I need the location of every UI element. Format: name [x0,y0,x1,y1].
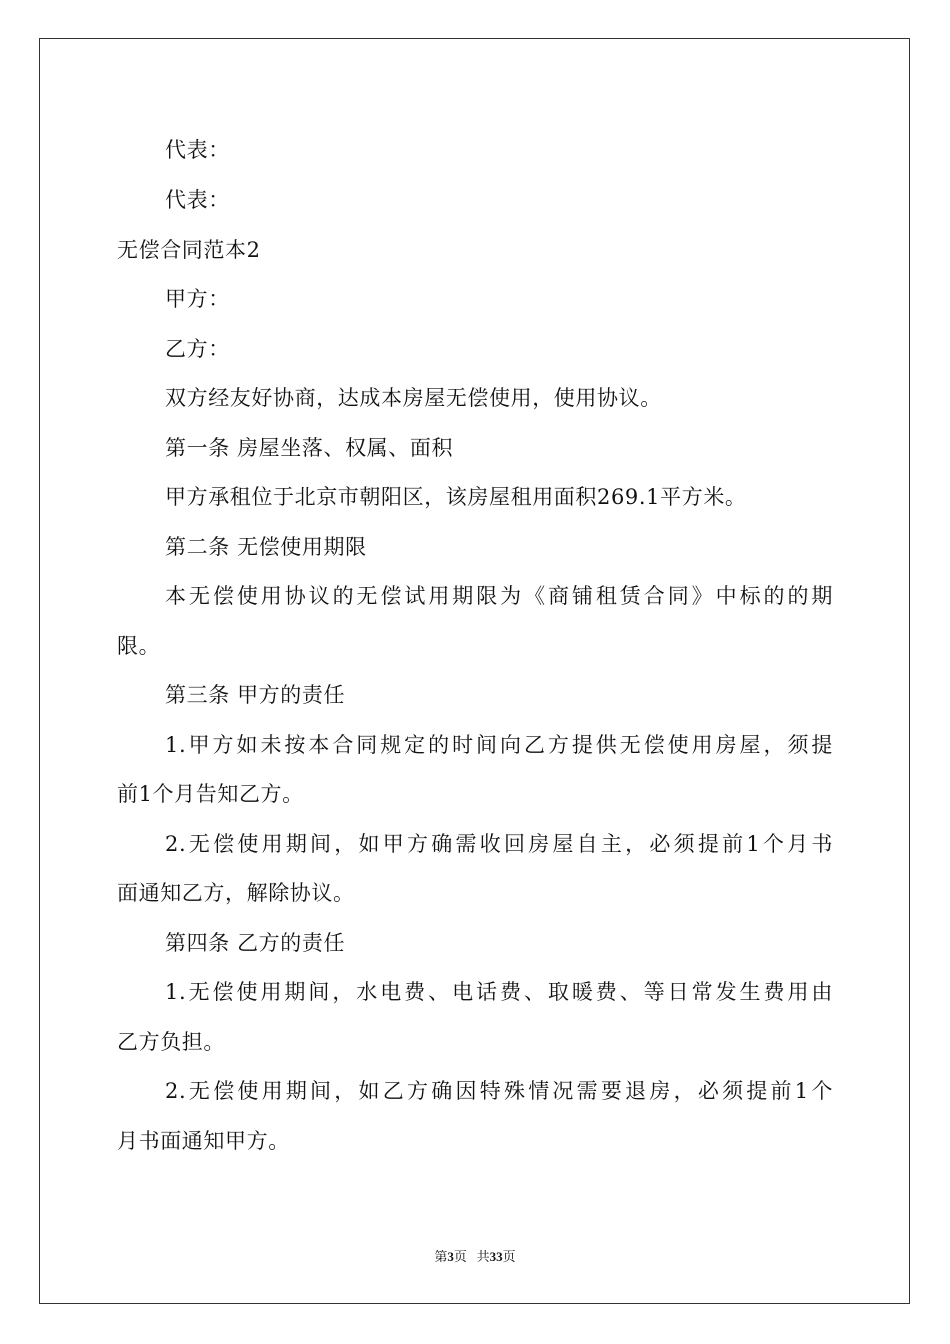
article-3-heading: 第三条 甲方的责任 [165,683,346,707]
page-number: 3 [447,1249,454,1264]
article-1-heading: 第一条 房屋坐落、权属、面积 [165,436,454,460]
article-2-heading: 第二条 无偿使用期限 [165,535,367,559]
article-4-item-2-line-2: 月书面通知甲方。 [117,1129,290,1153]
article-3-item-2-line-1: 2.无偿使用期间，如甲方确需收回房屋自主，必须提前1个月书 [165,832,833,856]
page-suffix: 页 [453,1249,467,1264]
page-footer [0,1246,950,1265]
article-2-text-line-1: 本无偿使用协议的无偿试用期限为《商铺租赁合同》中标的的期 [165,584,833,608]
page-prefix: 第 [434,1249,448,1264]
article-2-text-line-2: 限。 [117,634,161,658]
article-1-text: 甲方承租位于北京市朝阳区，该房屋租用面积269.1平方米。 [165,485,747,509]
total-prefix: 共 [476,1249,490,1264]
total-pages: 33 [489,1249,503,1264]
article-4-heading: 第四条 乙方的责任 [165,931,346,955]
section-title: 无偿合同范本2 [117,238,261,262]
article-3-item-1-line-2: 前1个月告知乙方。 [117,782,304,806]
representative-line-1: 代表： [165,138,230,162]
article-3-item-1-line-1: 1.甲方如未按本合同规定的时间向乙方提供无偿使用房屋，须提 [165,733,833,757]
party-b-line: 乙方： [165,337,230,361]
article-3-item-2-line-2: 面通知乙方，解除协议。 [117,881,355,905]
party-a-line: 甲方： [165,287,230,311]
article-4-item-1-line-1: 1.无偿使用期间，水电费、电话费、取暖费、等日常发生费用由 [165,980,833,1004]
article-4-item-1-line-2: 乙方负担。 [117,1030,225,1054]
representative-line-2: 代表： [165,188,230,212]
total-suffix: 页 [502,1249,516,1264]
article-4-item-2-line-1: 2.无偿使用期间，如乙方确因特殊情况需要退房，必须提前1个 [165,1079,833,1103]
agreement-intro: 双方经友好协商，达成本房屋无偿使用，使用协议。 [165,386,662,410]
